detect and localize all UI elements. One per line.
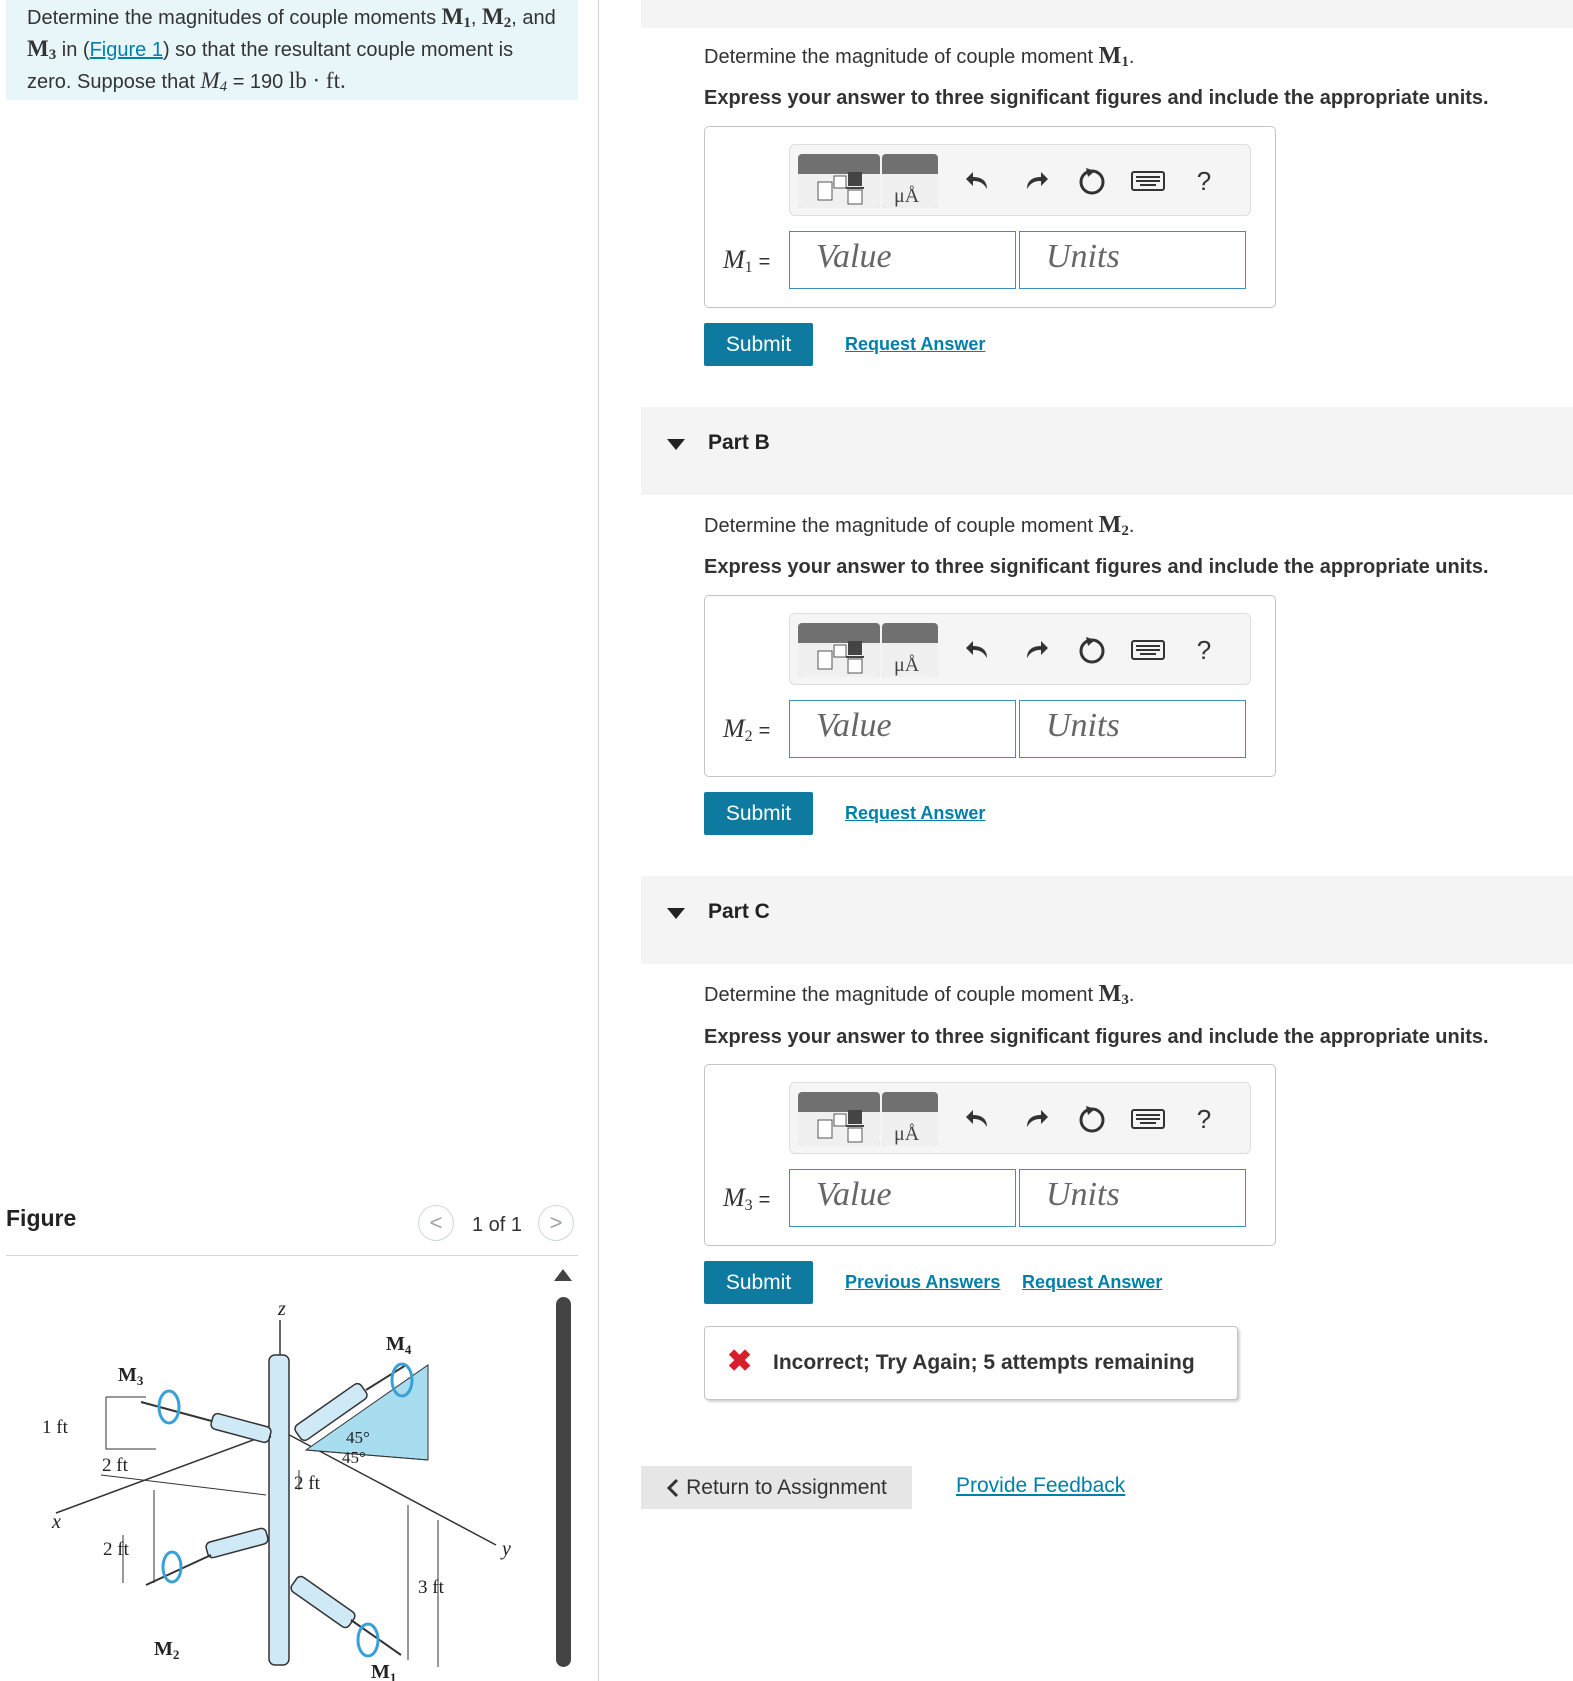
part-b-submit-button[interactable]: Submit (704, 792, 813, 835)
part-c-value-input[interactable]: Value (789, 1169, 1016, 1227)
part-b-answer-box (704, 595, 1276, 777)
templates-button[interactable] (798, 623, 880, 677)
part-b-title: Part B (708, 431, 770, 454)
figure-scrollbar[interactable] (556, 1297, 571, 1667)
svg-text:2 ft: 2 ft (294, 1473, 320, 1494)
help-icon[interactable]: ? (1196, 165, 1212, 196)
redo-icon[interactable] (1018, 632, 1054, 668)
figure-title: Figure (6, 1205, 77, 1231)
problem-statement: Determine the magnitudes of couple moments $M_1$, $M_2$, and $M_3$ in (Figure 1) so that the resultant couple moment is zero. Suppose that $M_4 = 190$ lb · ft. (6, 0, 578, 100)
templates-icon (798, 154, 880, 208)
part-a-units-input[interactable]: Units (1019, 231, 1246, 289)
x-axis (56, 1430, 280, 1513)
undo-icon[interactable] (960, 632, 996, 668)
svg-text:x: x (52, 1511, 61, 1533)
part-a-header-strip (641, 0, 1573, 28)
undo-icon[interactable] (960, 163, 996, 199)
part-a-submit-button[interactable]: Submit (704, 323, 813, 366)
sym-m3: $M_3$ (27, 36, 57, 63)
part-b-units-input[interactable]: Units (1019, 700, 1246, 758)
svg-text:45°: 45° (342, 1448, 366, 1467)
part-c-units-input[interactable]: Units (1019, 1169, 1246, 1227)
part-b-question: Determine the magnitude of couple moment $M_2$. (704, 512, 1135, 539)
units-button[interactable] (882, 623, 938, 677)
reset-icon[interactable] (1074, 1101, 1110, 1137)
figure-divider (6, 1255, 578, 1256)
svg-text:μÅ: μÅ (894, 1123, 920, 1145)
keyboard-icon[interactable] (1130, 163, 1166, 199)
part-a-value-input[interactable]: Value (789, 231, 1016, 289)
part-b-request-answer-link[interactable]: Request Answer (845, 803, 986, 823)
part-b-math-toolbar (789, 613, 1251, 685)
svg-text:45°: 45° (346, 1428, 370, 1447)
figure-image (6, 1265, 546, 1681)
part-b-instruction: Express your answer to three significant figures and include the appropriate units. (704, 556, 1489, 578)
units-icon (882, 154, 938, 208)
sym-m2: $M_2$ (482, 4, 512, 31)
part-c-previous-answers-link[interactable]: Previous Answers (845, 1272, 1001, 1292)
svg-text:M2: $M_2$ (154, 1638, 180, 1662)
panel-divider (598, 0, 599, 1681)
units-button[interactable] (882, 1092, 938, 1146)
svg-text:μÅ: μÅ (894, 654, 920, 676)
part-c-header[interactable] (641, 876, 1573, 964)
figure-pager: 1 of 1 (472, 1214, 523, 1236)
prev-figure-button[interactable] (418, 1205, 454, 1241)
svg-text:μÅ: μÅ (894, 185, 920, 207)
part-b-eq-label: $M_2$ = (723, 714, 771, 745)
templates-icon (798, 1092, 880, 1146)
sym-m4: $M_4$ (200, 68, 228, 95)
undo-icon[interactable] (960, 1101, 996, 1137)
units-icon (882, 623, 938, 677)
part-c-eq-label: $M_3$ = (723, 1183, 771, 1214)
part-a-answer-box (704, 126, 1276, 308)
sym-m1: $M_1$ (441, 4, 471, 31)
part-c-answer-box (704, 1064, 1276, 1246)
figure-link[interactable]: Figure 1 (89, 39, 163, 61)
part-b-header[interactable] (641, 407, 1573, 495)
provide-feedback-link[interactable]: Provide Feedback (956, 1474, 1126, 1497)
return-to-assignment-button[interactable]: Return to Assignment (641, 1466, 912, 1509)
part-c-instruction: Express your answer to three significant figures and include the appropriate units. (704, 1026, 1489, 1048)
svg-text:3 ft: 3 ft (418, 1577, 444, 1598)
svg-text:1 ft: 1 ft (42, 1417, 68, 1438)
units-icon (882, 1092, 938, 1146)
part-c-title: Part C (708, 900, 770, 923)
svg-text:M3: $M_3$ (118, 1364, 144, 1388)
svg-text:2 ft: 2 ft (102, 1455, 128, 1476)
chevron-left-icon (666, 1478, 680, 1498)
part-c-math-toolbar (789, 1082, 1251, 1154)
templates-button[interactable] (798, 1092, 880, 1146)
part-b-value-input[interactable]: Value (789, 700, 1016, 758)
vertical-pipe (269, 1355, 289, 1665)
keyboard-icon[interactable] (1130, 632, 1166, 668)
part-a-instruction: Express your answer to three significant figures and include the appropriate units. (704, 87, 1489, 109)
part-a-question: Determine the magnitude of couple moment $M_1$. (704, 43, 1135, 70)
next-figure-button[interactable] (538, 1205, 574, 1241)
feedback-message: Incorrect; Try Again; 5 attempts remaining (773, 1351, 1195, 1374)
part-a-request-answer-link[interactable]: Request Answer (845, 334, 986, 354)
templates-button[interactable] (798, 154, 880, 208)
svg-text:M4: $M_4$ (386, 1333, 412, 1357)
chevron-right-icon: > (549, 1210, 563, 1235)
svg-text:2 ft: 2 ft (103, 1539, 129, 1560)
part-c-submit-button[interactable]: Submit (704, 1261, 813, 1304)
redo-icon[interactable] (1018, 163, 1054, 199)
error-x-icon: ✖ (727, 1345, 753, 1378)
redo-icon[interactable] (1018, 1101, 1054, 1137)
svg-text:z: z (278, 1298, 286, 1320)
caret-down-icon (667, 908, 685, 919)
keyboard-icon[interactable] (1130, 1101, 1166, 1137)
svg-text:y: y (502, 1538, 511, 1560)
svg-text:M1: $M_1$ (371, 1661, 397, 1681)
caret-down-icon (667, 439, 685, 450)
units-button[interactable] (882, 154, 938, 208)
part-a-eq-label: $M_1$ = (723, 245, 771, 276)
reset-icon[interactable] (1074, 632, 1110, 668)
part-c-feedback (704, 1326, 1238, 1400)
help-icon[interactable]: ? (1196, 1103, 1212, 1134)
part-c-question: Determine the magnitude of couple moment $M_3$. (704, 981, 1135, 1008)
chevron-left-icon: < (429, 1210, 443, 1235)
reset-icon[interactable] (1074, 163, 1110, 199)
part-a-math-toolbar (789, 144, 1251, 216)
templates-icon (798, 623, 880, 677)
help-icon[interactable]: ? (1196, 634, 1212, 665)
scroll-up-arrow-icon[interactable] (554, 1269, 572, 1281)
part-c-request-answer-link[interactable]: Request Answer (1022, 1272, 1163, 1292)
